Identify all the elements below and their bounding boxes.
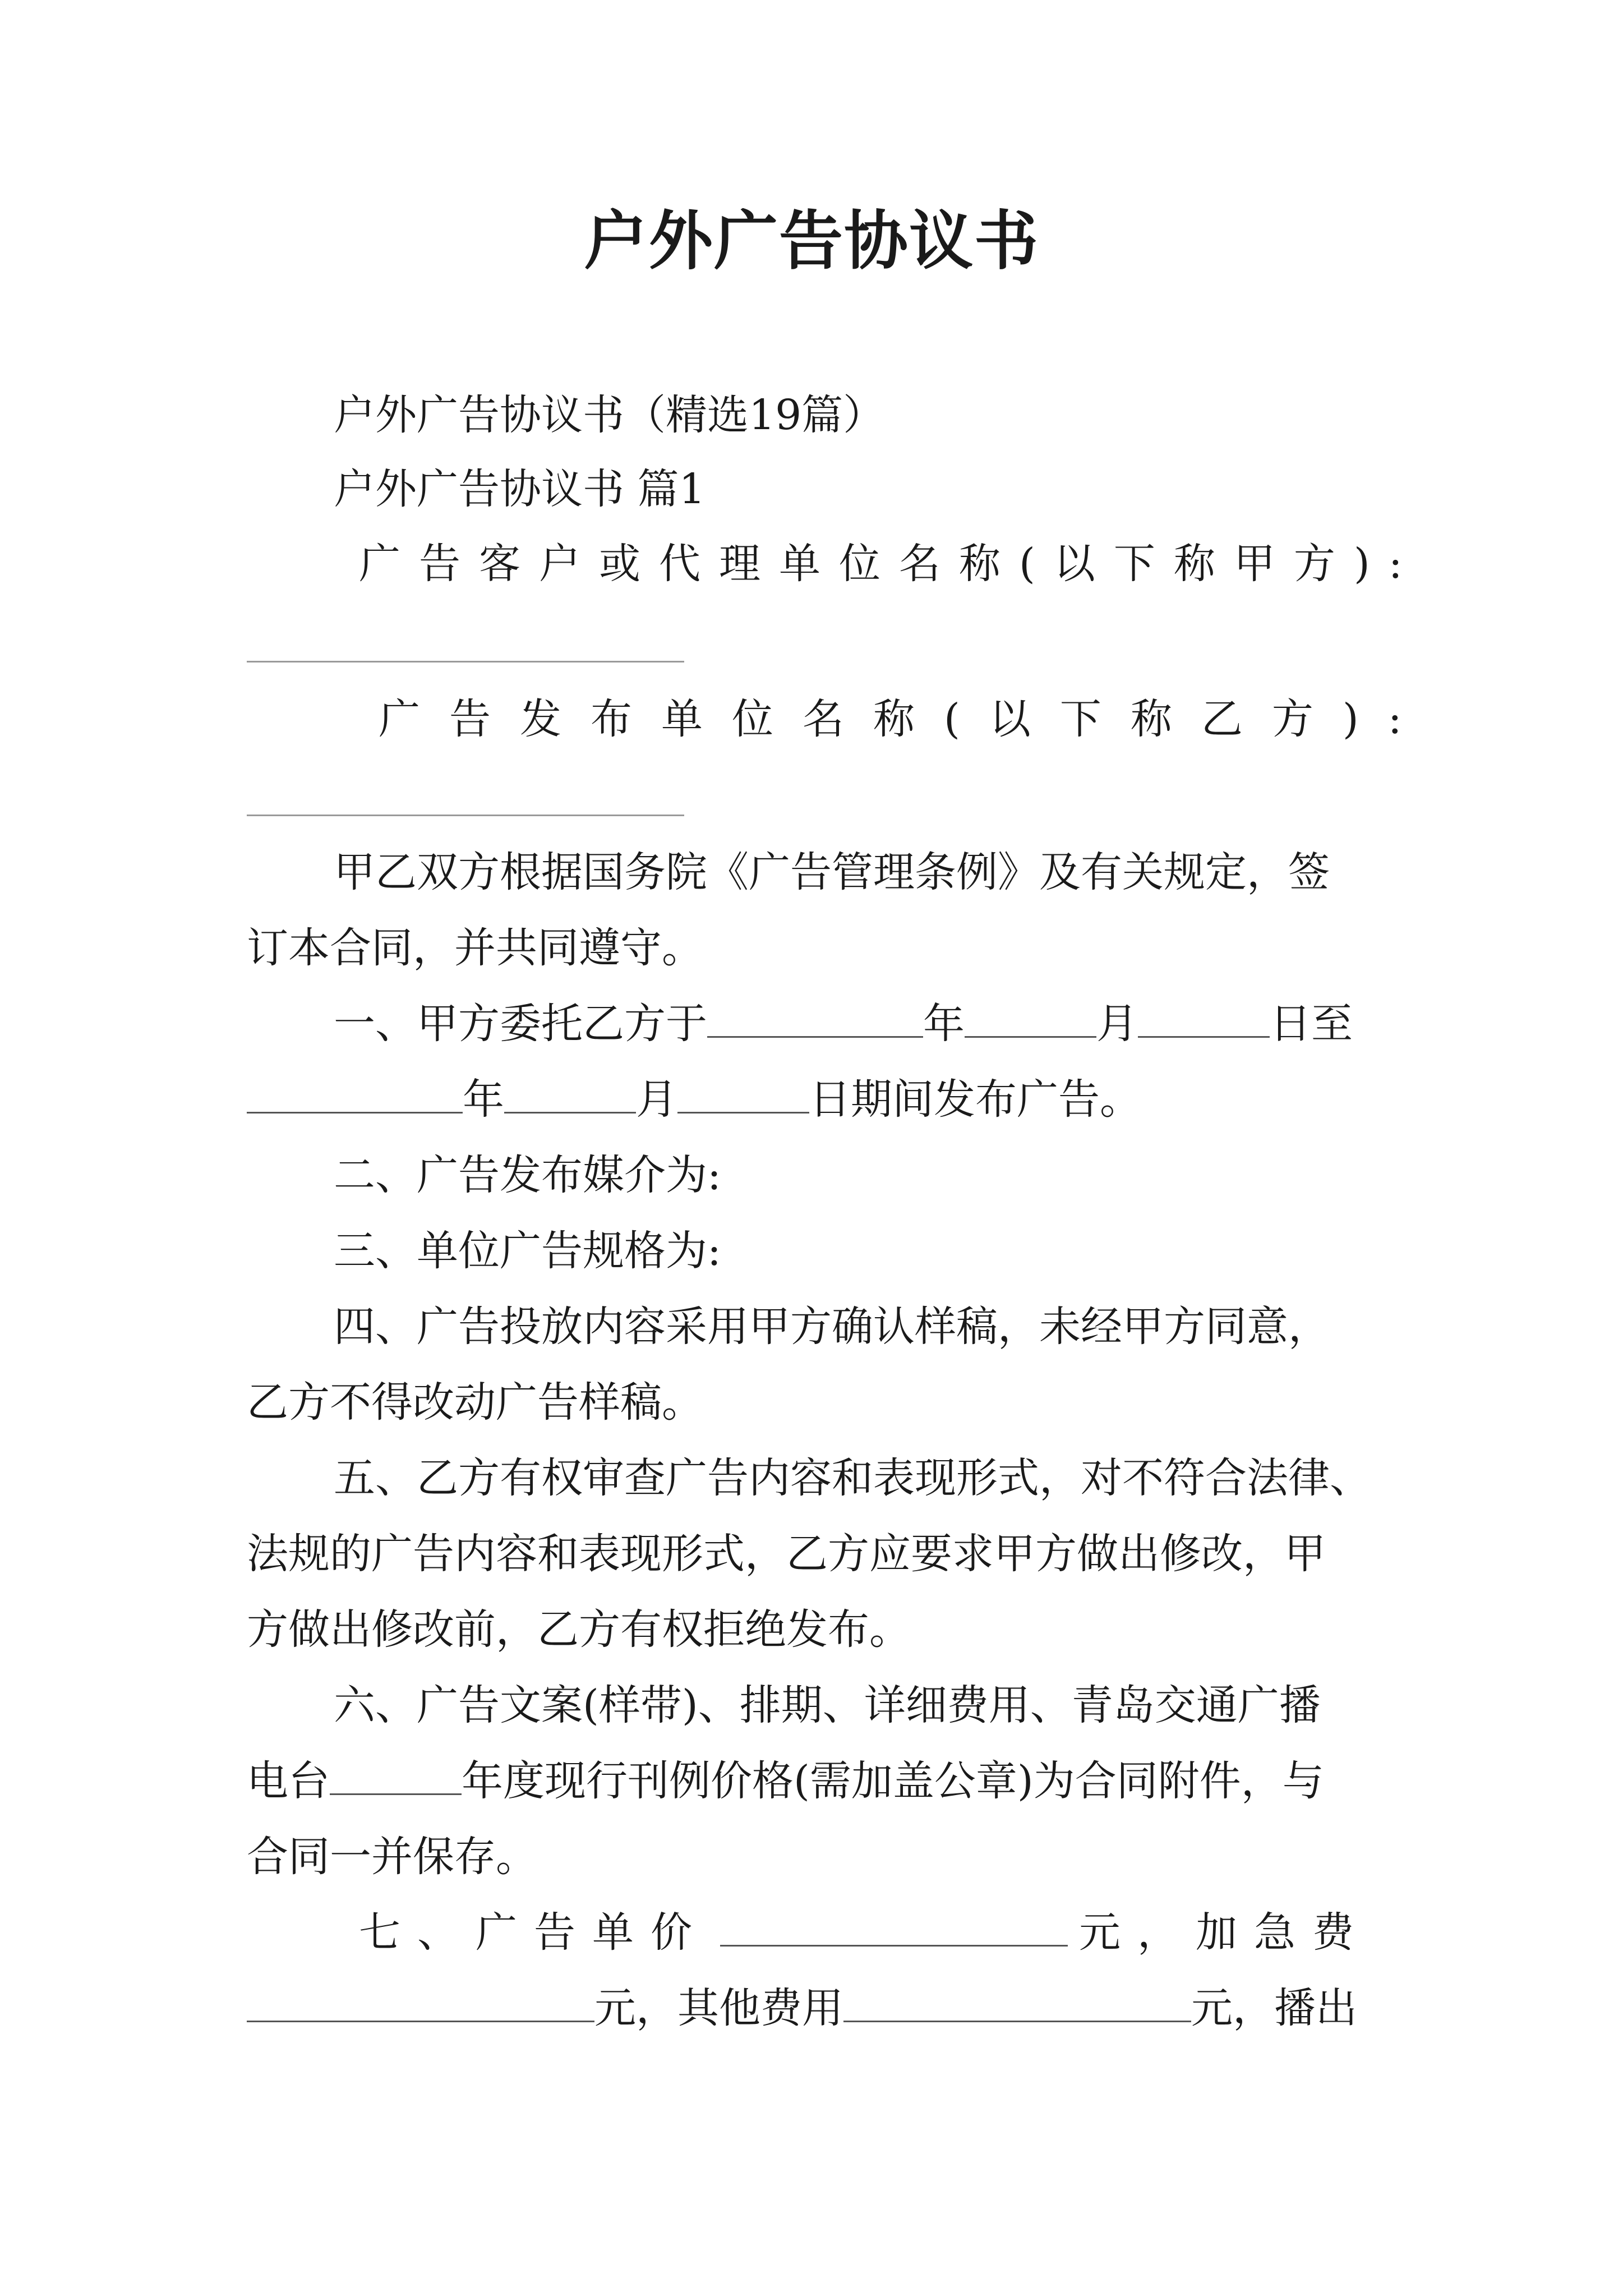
clause-7-text-d: 元，播出 — [1191, 1984, 1357, 2032]
clause-7-text-b: 元，加急费 — [1079, 1908, 1371, 1957]
day-blank — [1138, 1002, 1270, 1038]
clause-1-text: 一、甲方委托乙方于 — [334, 1000, 707, 1048]
month-label-2: 月 — [636, 1075, 677, 1124]
page-title: 户外广告协议书 — [583, 204, 1039, 278]
section-heading: 户外广告协议书 篇1 — [334, 465, 706, 513]
party-a-label: 广告客户或代理单位名称(以下称甲方): — [359, 540, 1421, 588]
clause-7-text-a: 七、广告单价 — [359, 1908, 709, 1957]
clause-6-text-a: 电台 — [247, 1757, 330, 1805]
year-blank-2 — [247, 1078, 463, 1114]
party-b-label: 广告发布单位名称(以下称乙方): — [379, 695, 1431, 743]
clause-5-line-1: 五、乙方有权审查广告内容和表现形式，对不符合法律、 — [334, 1454, 1371, 1502]
clause-5-line-3: 方做出修改前，乙方有权拒绝发布。 — [247, 1605, 911, 1654]
month-blank-2 — [504, 1078, 636, 1114]
clause-4-line-1: 四、广告投放内容采用甲方确认样稿，未经甲方同意， — [334, 1303, 1330, 1351]
clause-6-text-b: 年度现行刊例价格(需加盖公章)为合同附件，与 — [462, 1757, 1324, 1805]
clause-7-line-2 — [247, 1980, 1357, 2036]
day-blank-2 — [677, 1078, 809, 1114]
clause-3: 三、单位广告规格为: — [334, 1227, 721, 1275]
clause-1-end: 日期间发布广告。 — [809, 1075, 1141, 1124]
clause-2: 二、广告发布媒介为: — [334, 1151, 721, 1199]
month-label: 月 — [1096, 1000, 1138, 1048]
year-blank — [707, 1002, 923, 1038]
clause-7-line-1 — [359, 1904, 1371, 1961]
clause-6-line-2 — [247, 1753, 1324, 1809]
clause-7-text-c: 元，其他费用 — [594, 1984, 843, 2032]
party-a-blank-line — [247, 661, 684, 662]
rush-fee-blank — [247, 1987, 594, 2022]
year-edition-blank — [330, 1760, 462, 1795]
day-to-label: 日至 — [1270, 1000, 1353, 1048]
intro-line-2: 订本合同，并共同遵守。 — [247, 924, 703, 972]
clause-5-line-2: 法规的广告内容和表现形式，乙方应要求甲方做出修改，甲 — [247, 1530, 1326, 1578]
document-subtitle: 户外广告协议书（精选19篇） — [334, 391, 885, 439]
unit-price-blank — [720, 1911, 1068, 1947]
clause-1-line-1 — [334, 996, 1353, 1052]
clause-6-line-1: 六、广告文案(样带)、排期、详细费用、青岛交通广播 — [334, 1681, 1321, 1729]
month-blank — [965, 1002, 1096, 1038]
party-b-blank-line — [247, 815, 684, 816]
intro-line-1: 甲乙双方根据国务院《广告管理条例》及有关规定，签 — [334, 848, 1330, 896]
clause-6-line-3: 合同一并保存。 — [247, 1833, 537, 1881]
clause-4-line-2: 乙方不得改动广告样稿。 — [247, 1378, 703, 1427]
year-label-2: 年 — [463, 1075, 504, 1124]
other-fee-blank — [843, 1987, 1191, 2022]
year-label: 年 — [923, 1000, 965, 1048]
clause-1-line-2 — [247, 1071, 1141, 1128]
